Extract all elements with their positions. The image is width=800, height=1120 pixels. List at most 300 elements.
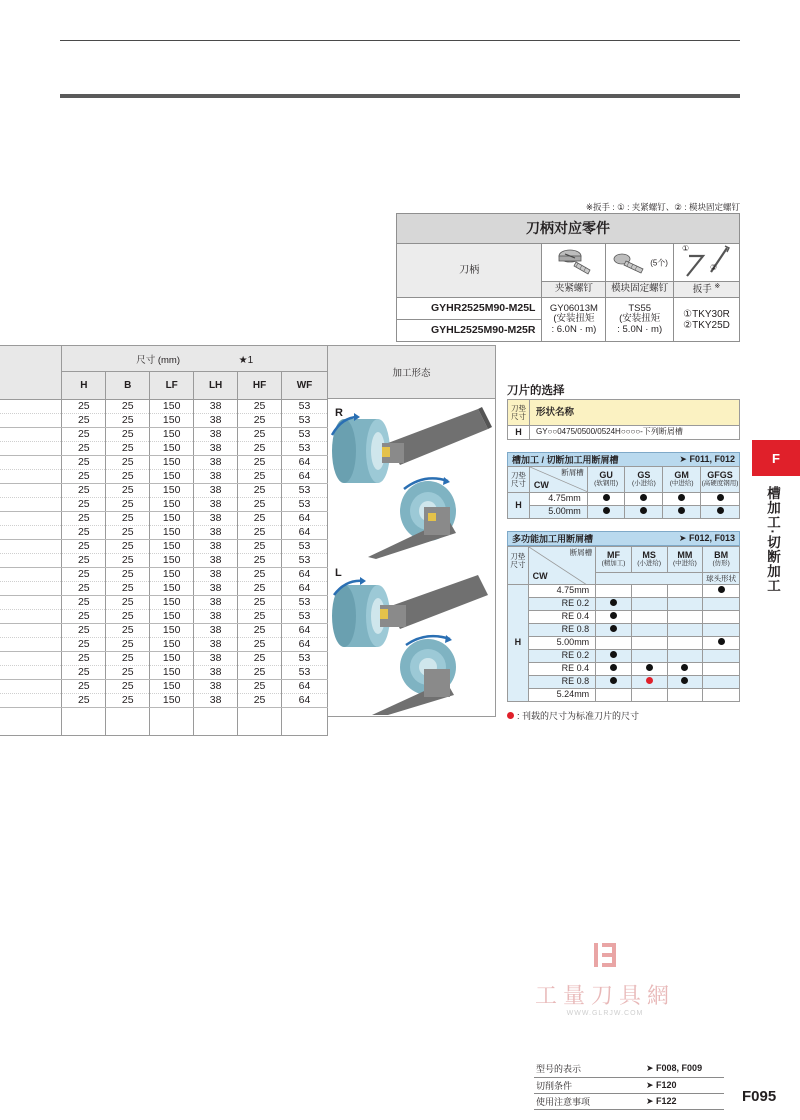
t2-r2-gu <box>587 506 625 519</box>
dims-cell-lf: 150 <box>150 456 194 470</box>
t3-seat: H <box>508 585 529 702</box>
t2-r2-gm <box>663 506 701 519</box>
dims-cell-lf: 150 <box>150 484 194 498</box>
t2-col-gs: GS (小进给) <box>625 467 663 493</box>
t3-mark-cell <box>703 676 740 689</box>
t3-mark-cell <box>703 624 740 637</box>
t2-cw-label: CW <box>533 479 549 490</box>
reference-row[interactable] <box>534 1093 724 1109</box>
multi-band-title: 多功能加工用断屑槽 <box>512 534 594 544</box>
t3-mark-cell <box>667 598 703 611</box>
section-tab[interactable]: F <box>752 440 800 476</box>
t3-mark-cell <box>703 585 740 598</box>
grooving-band-ref: ➤ F011, F012 <box>679 454 735 464</box>
t3-mark-cell <box>703 637 740 650</box>
t3-mark-cell <box>667 624 703 637</box>
dims-row <box>0 400 328 414</box>
dims-cell-lh: 38 <box>194 568 238 582</box>
dims-cell-b: 25 <box>106 540 150 554</box>
t1-name: GY○○0475/0500/0524H○○○○-下列断屑槽 <box>530 426 740 440</box>
dims-row-lead <box>0 694 62 708</box>
red-dot-icon <box>507 712 514 719</box>
t3-mark-cell <box>596 637 632 650</box>
dims-cell-wf: 64 <box>282 624 328 638</box>
dims-cell-lh: 38 <box>194 596 238 610</box>
dims-row <box>0 428 328 442</box>
t3-mark-cell <box>703 650 740 663</box>
dims-row-lead <box>0 582 62 596</box>
dims-cell-lh: 38 <box>194 526 238 540</box>
top-rule <box>60 40 740 41</box>
wrench-num-1: ① <box>682 244 690 253</box>
t3-breaker-label: 断屑槽 <box>569 548 593 557</box>
wrench-mark: ※ <box>714 283 721 291</box>
t2-r1-gs <box>625 493 663 506</box>
t3-mark-cell <box>596 663 632 676</box>
machining-shape-illustration <box>328 399 494 715</box>
dims-cell-h: 25 <box>62 456 106 470</box>
t2-diag-header <box>529 467 587 493</box>
dims-cell-wf: 53 <box>282 596 328 610</box>
module-screw-torque-label: (安装扭矩 <box>619 313 661 325</box>
dims-cell-hf: 25 <box>238 456 282 470</box>
section-label: 槽加工·切断加工 <box>765 486 780 593</box>
dims-cell-h: 25 <box>62 470 106 484</box>
dims-cell-lh: 38 <box>194 400 238 414</box>
t3-mark-cell <box>703 598 740 611</box>
dims-cell-wf: 53 <box>282 428 328 442</box>
t3-row <box>508 585 740 598</box>
dims-cell-hf: 25 <box>238 512 282 526</box>
dims-cell-h: 25 <box>62 610 106 624</box>
r-holder-1 <box>382 407 492 465</box>
dims-row-lead <box>0 526 62 540</box>
reference-table <box>534 1061 724 1110</box>
dims-row <box>0 568 328 582</box>
standard-size-note <box>507 709 639 722</box>
reference-page-link[interactable]: ➤ F122 <box>644 1093 724 1109</box>
module-screw-code: TS55 <box>628 302 652 314</box>
dims-cell-lf: 150 <box>150 624 194 638</box>
clamp-screw-code: GY06013M <box>549 302 598 314</box>
multi-band-ref: ➤ F012, F013 <box>678 533 735 543</box>
t3-cw-cell: RE 0.8 <box>528 676 596 689</box>
dims-row-lead <box>0 652 62 666</box>
dims-cell-wf: 64 <box>282 638 328 652</box>
col-wf: WF <box>282 372 328 400</box>
dims-cell-hf: 25 <box>238 610 282 624</box>
dims-cell-wf: 64 <box>282 568 328 582</box>
col-lh: LH <box>194 372 238 400</box>
t3-cw-cell: RE 0.4 <box>528 663 596 676</box>
reference-label: 型号的表示 <box>534 1061 644 1077</box>
t3-mark-cell <box>631 689 667 702</box>
dims-cell-b: 25 <box>106 554 150 568</box>
t2-seat-label-1: 刀垫 <box>510 470 526 480</box>
t2-col-gm: GM (中进给) <box>663 467 701 493</box>
t2-seat-label <box>508 467 530 493</box>
dims-cell-wf: 64 <box>282 582 328 596</box>
dims-cell-wf: 64 <box>282 526 328 540</box>
dims-cell-lf: 150 <box>150 666 194 680</box>
t3-mark-cell <box>667 676 703 689</box>
dims-cell-hf: 25 <box>238 582 282 596</box>
t3-mark-cell <box>596 689 632 702</box>
dims-cell-b: 25 <box>106 400 150 414</box>
t3-diag-header <box>528 547 596 585</box>
t3-mark-cell <box>631 611 667 624</box>
dims-cell-h: 25 <box>62 680 106 694</box>
dims-cell-b: 25 <box>106 680 150 694</box>
t1-name-label: 形状名称 <box>530 400 740 426</box>
dims-cell-hf: 25 <box>238 652 282 666</box>
dims-cell-b: 25 <box>106 596 150 610</box>
reference-label: 切削条件 <box>534 1077 644 1093</box>
t2-r1-gfgs <box>701 493 740 506</box>
wrench-icon-cell <box>674 244 740 282</box>
col-b: B <box>106 372 150 400</box>
dims-cell-lh: 38 <box>194 498 238 512</box>
module-screw-value <box>606 298 674 342</box>
dims-cell-wf: 64 <box>282 512 328 526</box>
dims-row <box>0 694 328 708</box>
dims-row <box>0 582 328 596</box>
dims-cell-hf: 25 <box>238 400 282 414</box>
dims-cell-h: 25 <box>62 400 106 414</box>
dims-cell-lh: 38 <box>194 694 238 708</box>
t3-mark-cell <box>631 650 667 663</box>
t2-seat-label-2: 尺寸 <box>510 478 526 488</box>
t2-r2-gs <box>625 506 663 519</box>
dims-cell-b: 25 <box>106 610 150 624</box>
dims-cell-b: 25 <box>106 428 150 442</box>
dims-cell-h: 25 <box>62 666 106 680</box>
t3-col-mm: MM (中进给) <box>667 547 703 573</box>
t3-mark-cell <box>667 637 703 650</box>
watermark-logo-icon <box>590 940 620 970</box>
dims-row <box>0 610 328 624</box>
dims-cell-lf: 150 <box>150 470 194 484</box>
dims-cell-wf: 53 <box>282 414 328 428</box>
clamp-screw-icon <box>554 246 594 276</box>
dims-cell-wf: 64 <box>282 680 328 694</box>
t1-seat: H <box>508 426 530 440</box>
clamp-screw-torque-label: (安装扭矩 <box>553 313 595 325</box>
t2-row-1-cw: 4.75mm <box>529 493 587 506</box>
dims-row-lead <box>0 414 62 428</box>
t1-seat-label-1: 刀垫 <box>511 403 526 413</box>
dims-cell-h: 25 <box>62 694 106 708</box>
t3-seat-label-2: 尺寸 <box>510 559 526 569</box>
dims-cell-wf: 64 <box>282 470 328 484</box>
wrench-note: ※扳手 : ① : 夹紧螺钉、② : 模块固定螺钉 <box>585 202 740 212</box>
dims-cell-lh: 38 <box>194 512 238 526</box>
dims-cell-b: 25 <box>106 414 150 428</box>
dims-cell-h: 25 <box>62 652 106 666</box>
dims-cell-lh: 38 <box>194 638 238 652</box>
dims-cell-hf: 25 <box>238 428 282 442</box>
module-screw-label: 模块固定螺钉 <box>606 282 674 298</box>
dims-cell-hf: 25 <box>238 414 282 428</box>
dims-cell-lh: 38 <box>194 414 238 428</box>
dims-cell-wf: 53 <box>282 666 328 680</box>
dims-cell-lf: 150 <box>150 498 194 512</box>
dims-cell-b: 25 <box>106 666 150 680</box>
dims-row-lead <box>0 666 62 680</box>
module-screw-qty: (5个) <box>650 258 668 268</box>
dims-cell-wf: 53 <box>282 610 328 624</box>
grooving-breaker-table <box>507 466 740 519</box>
dims-row <box>0 442 328 456</box>
dims-cell-lh: 38 <box>194 610 238 624</box>
dims-cell-h: 25 <box>62 540 106 554</box>
dims-cell-b: 25 <box>106 568 150 582</box>
dims-cell-lf: 150 <box>150 428 194 442</box>
header-rule <box>60 94 740 98</box>
t3-mark-cell <box>667 650 703 663</box>
dims-group-header <box>62 346 328 372</box>
dims-row <box>0 456 328 470</box>
clamp-screw-torque: : 6.0N · m) <box>551 323 597 335</box>
dims-row-lead <box>0 680 62 694</box>
t2-r1-gu <box>587 493 625 506</box>
dims-corner <box>0 346 62 400</box>
dims-cell-lf: 150 <box>150 680 194 694</box>
dims-cell-wf: 53 <box>282 498 328 512</box>
dims-row-lead <box>0 596 62 610</box>
dims-row-lead <box>0 498 62 512</box>
dims-cell-lh: 38 <box>194 680 238 694</box>
page-number: F095 <box>742 1088 777 1105</box>
dims-cell-hf: 25 <box>238 596 282 610</box>
reference-page-link[interactable]: ➤ F008, F009 <box>644 1061 724 1077</box>
dims-row-lead <box>0 400 62 414</box>
t3-mark-cell <box>631 585 667 598</box>
watermark-url: WWW.GLRJW.COM <box>566 1010 644 1017</box>
insert-shape-table <box>507 399 740 440</box>
insert-selection-title: 刀片的选择 <box>507 385 565 397</box>
t3-cw-cell: RE 0.4 <box>528 611 596 624</box>
dims-cell-h: 25 <box>62 596 106 610</box>
clamp-screw-value <box>542 298 606 342</box>
dims-row-lead <box>0 540 62 554</box>
dims-cell-lf: 150 <box>150 442 194 456</box>
reference-page-link[interactable]: ➤ F120 <box>644 1077 724 1093</box>
dims-row-lead <box>0 512 62 526</box>
t3-seat-label <box>508 547 529 585</box>
dims-cell-wf: 64 <box>282 694 328 708</box>
t3-row <box>508 598 740 611</box>
multi-breaker-band <box>507 531 740 546</box>
holder-model-1: GYHR2525M90-M25L <box>397 298 542 320</box>
dims-cell-h: 25 <box>62 414 106 428</box>
dims-star-note: ★1 <box>238 354 254 366</box>
dims-cell-hf: 25 <box>238 680 282 694</box>
dims-row <box>0 624 328 638</box>
dims-blank <box>0 708 62 736</box>
t3-mark-cell <box>667 689 703 702</box>
dims-cell-b: 25 <box>106 652 150 666</box>
dims-row <box>0 470 328 484</box>
t3-mark-cell <box>596 611 632 624</box>
dims-cell-lh: 38 <box>194 666 238 680</box>
t3-col-ms: MS (小进给) <box>631 547 667 573</box>
dims-cell-lf: 150 <box>150 414 194 428</box>
dims-cell-hf: 25 <box>238 554 282 568</box>
t3-seat-label-1: 刀垫 <box>510 552 526 561</box>
t3-mark-cell <box>667 663 703 676</box>
dims-cell-b: 25 <box>106 498 150 512</box>
t2-r1-gm <box>663 493 701 506</box>
dims-row <box>0 554 328 568</box>
dims-cell-hf: 25 <box>238 624 282 638</box>
dims-cell-lf: 150 <box>150 554 194 568</box>
shape-header: 加工形态 <box>328 345 496 399</box>
holder-parts-table <box>396 213 740 342</box>
dims-row <box>0 652 328 666</box>
dims-row-lead <box>0 470 62 484</box>
t1-seat-label-2: 尺寸 <box>511 411 526 421</box>
dims-cell-wf: 53 <box>282 540 328 554</box>
clamp-screw-label: 夹紧螺钉 <box>542 282 606 298</box>
dims-cell-wf: 53 <box>282 652 328 666</box>
dims-row <box>0 638 328 652</box>
dims-row <box>0 526 328 540</box>
dims-cell-lf: 150 <box>150 540 194 554</box>
wrench-label-cell <box>674 282 740 298</box>
wrench-value <box>674 298 740 342</box>
r-workpiece-1 <box>332 413 390 483</box>
shape-l-label: L <box>335 567 342 579</box>
dims-cell-lh: 38 <box>194 540 238 554</box>
dims-cell-h: 25 <box>62 638 106 652</box>
dims-cell-hf: 25 <box>238 540 282 554</box>
t3-col-bm: BM (仿形) <box>703 547 740 573</box>
dims-row-lead <box>0 568 62 582</box>
t3-row <box>508 676 740 689</box>
dims-cell-h: 25 <box>62 624 106 638</box>
t2-col-gfgs: GFGS (高硬度钢用) <box>701 467 740 493</box>
dims-cell-b: 25 <box>106 624 150 638</box>
t3-cw-label: CW <box>532 570 548 581</box>
dims-row <box>0 484 328 498</box>
col-h: H <box>62 372 106 400</box>
dims-cell-hf: 25 <box>238 638 282 652</box>
grooving-band-title: 槽加工 / 切断加工用断屑槽 <box>512 455 619 465</box>
dims-cell-h: 25 <box>62 526 106 540</box>
dims-row <box>0 498 328 512</box>
dims-cell-lf: 150 <box>150 512 194 526</box>
dims-cell-b: 25 <box>106 456 150 470</box>
t3-mark-cell <box>703 663 740 676</box>
wrench-code-2: ②TKY25D <box>683 319 730 331</box>
t1-seat-label <box>508 400 530 426</box>
t2-breaker-label: 断屑槽 <box>561 468 584 477</box>
dims-cell-lh: 38 <box>194 652 238 666</box>
dims-cell-h: 25 <box>62 582 106 596</box>
dims-cell-wf: 53 <box>282 400 328 414</box>
t3-mark-cell <box>703 611 740 624</box>
t3-cw-cell: 5.00mm <box>528 637 596 650</box>
dims-row <box>0 666 328 680</box>
t3-row <box>508 611 740 624</box>
dims-group-label: 尺寸 (mm) <box>136 354 180 366</box>
t3-mark-cell <box>596 624 632 637</box>
t3-row <box>508 650 740 663</box>
dims-row <box>0 680 328 694</box>
t3-mark-cell <box>596 676 632 689</box>
holder-model-2: GYHL2525M90-M25R <box>397 320 542 342</box>
dims-cell-lf: 150 <box>150 652 194 666</box>
t3-row <box>508 663 740 676</box>
dims-cell-wf: 53 <box>282 484 328 498</box>
dims-cell-h: 25 <box>62 498 106 512</box>
dims-cell-lf: 150 <box>150 568 194 582</box>
dims-row <box>0 414 328 428</box>
t3-mark-cell <box>631 663 667 676</box>
t3-cw-cell: RE 0.8 <box>528 624 596 637</box>
watermark <box>520 940 690 1017</box>
dims-cell-b: 25 <box>106 638 150 652</box>
dims-cell-wf: 53 <box>282 442 328 456</box>
t3-blank-header <box>596 573 703 585</box>
t3-cw-cell: RE 0.2 <box>528 650 596 663</box>
reference-row[interactable] <box>534 1061 724 1077</box>
dims-cell-lf: 150 <box>150 610 194 624</box>
multi-breaker-table <box>507 546 740 702</box>
dims-cell-wf: 53 <box>282 554 328 568</box>
dims-row <box>0 596 328 610</box>
t3-mark-cell <box>667 585 703 598</box>
dims-cell-hf: 25 <box>238 484 282 498</box>
dims-cell-h: 25 <box>62 484 106 498</box>
t2-col-gu: GU (软钢用) <box>587 467 625 493</box>
reference-row[interactable] <box>534 1077 724 1093</box>
t3-mark-cell <box>631 637 667 650</box>
dims-cell-hf: 25 <box>238 568 282 582</box>
dims-cell-lf: 150 <box>150 400 194 414</box>
dims-row-lead <box>0 624 62 638</box>
t3-mark-cell <box>631 676 667 689</box>
dims-row-lead <box>0 428 62 442</box>
dims-cell-lh: 38 <box>194 442 238 456</box>
dims-row <box>0 512 328 526</box>
clamp-screw-icon-cell <box>542 244 606 282</box>
dims-cell-b: 25 <box>106 582 150 596</box>
t3-mark-cell <box>703 689 740 702</box>
dims-row-lead <box>0 554 62 568</box>
dims-cell-h: 25 <box>62 512 106 526</box>
t2-row-2-cw: 5.00mm <box>529 506 587 519</box>
col-lf: LF <box>150 372 194 400</box>
dims-cell-lf: 150 <box>150 582 194 596</box>
dims-cell-lh: 38 <box>194 624 238 638</box>
grooving-breaker-band <box>507 452 740 467</box>
dimension-table <box>0 345 328 736</box>
dims-cell-b: 25 <box>106 484 150 498</box>
module-screw-icon <box>611 249 647 277</box>
dims-row-lead <box>0 610 62 624</box>
t3-mark-cell <box>667 611 703 624</box>
standard-size-text: : 刊载的尺寸为标准刀片的尺寸 <box>517 711 640 721</box>
t3-mark-cell <box>596 585 632 598</box>
module-screw-torque: : 5.0N · m) <box>617 323 663 335</box>
dims-cell-h: 25 <box>62 442 106 456</box>
holder-label: 刀柄 <box>397 244 542 298</box>
dims-cell-b: 25 <box>106 512 150 526</box>
dims-cell-b: 25 <box>106 442 150 456</box>
dims-cell-lh: 38 <box>194 428 238 442</box>
